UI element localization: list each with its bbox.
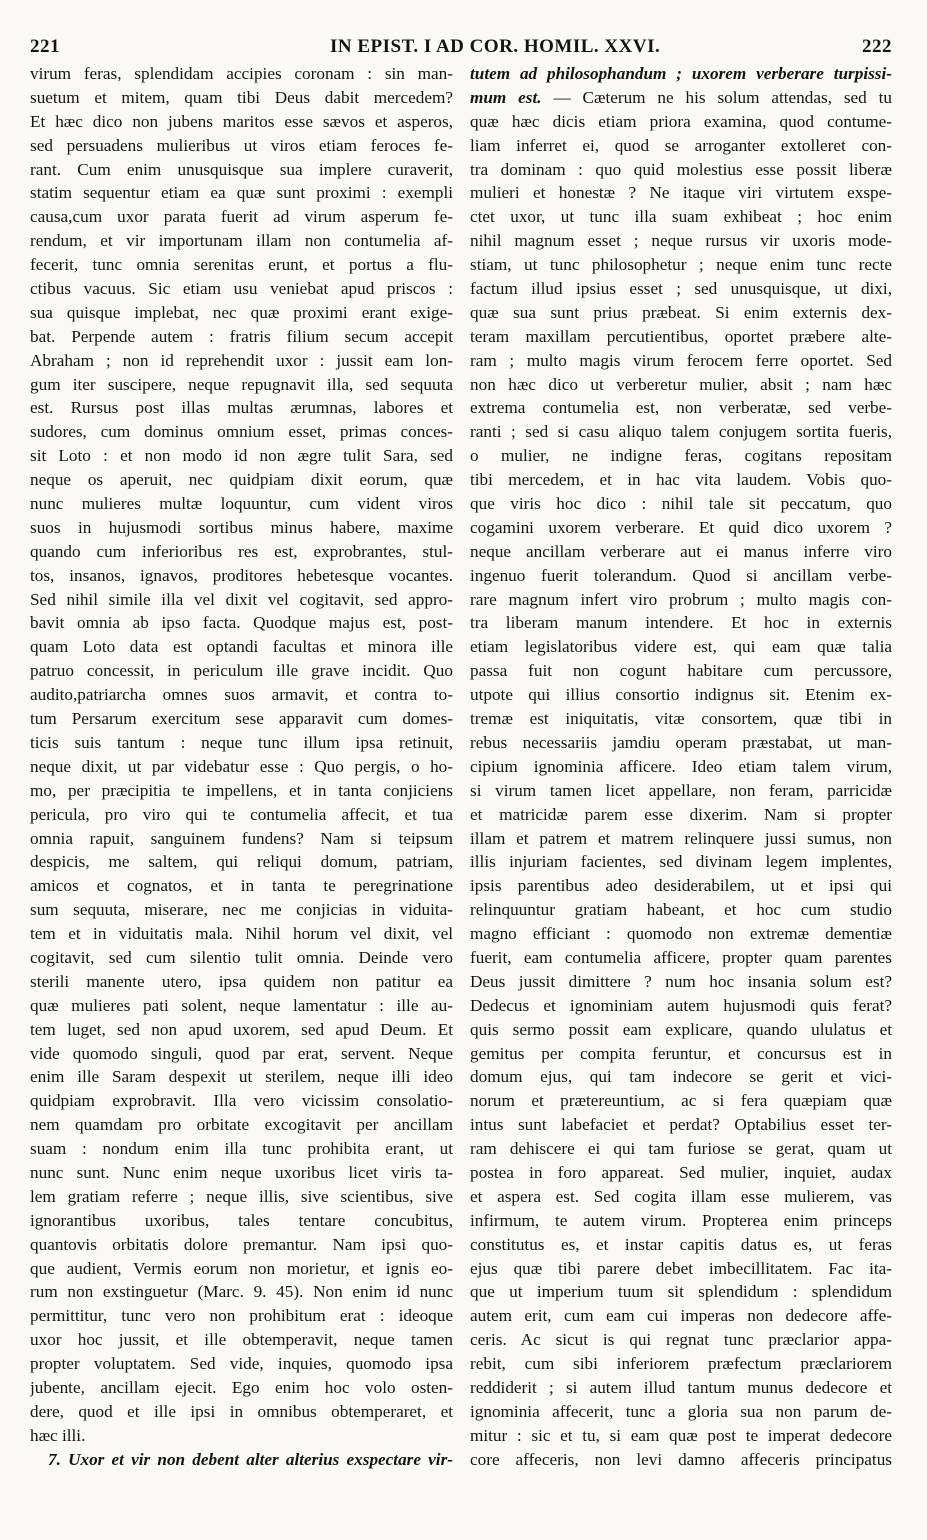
text-line: hæc illi. <box>30 1425 86 1445</box>
text-line: illis injuriam facientes, sed divinam legem implentes, <box>470 852 892 872</box>
text-line: que ut imperium tuum sit splendidum : splendidum <box>470 1282 892 1302</box>
text-line: teram maxillam percutientibus, oportet præbere alte- <box>470 326 892 346</box>
page-number-left: 221 <box>30 36 60 57</box>
text-line: cogamini uxorem verberare. Et quid dico uxorem ? <box>470 517 892 537</box>
text-line: ignominia affecerit, tunc a gloria sua non parum de- <box>470 1401 892 1421</box>
text-line: sudores, cum dominus omnium esset, primas conces- <box>30 422 453 442</box>
text-line: patruo concessit, in periculum ille grave incidit. Quo <box>30 661 453 681</box>
text-line: sit Loto : et non modo id non ægre tulit Sara, sed <box>30 446 453 466</box>
text-line: jubente, ancillam ejecit. Ego enim hoc volo osten- <box>30 1377 453 1397</box>
text-line: tra liberam manum intendere. Et hoc in externis <box>470 613 892 633</box>
text-line: passa fuit non cogunt habitare cum percussore, <box>470 661 892 681</box>
text-line: rendum, et vir importunam illam non contumelia af- <box>30 231 453 251</box>
text-line: non hæc dico ut verberetur mulier, absit ; nam hæc <box>470 374 892 394</box>
text-line: tem luget, sed non apud uxorem, sed apud Deum. Et <box>30 1019 453 1039</box>
text-line: ctet uxor, ut tunc illa suam exhibeat ; hoc enim <box>470 207 892 227</box>
text-line: despicis, me saltem, qui reliqui domum, patriam, <box>30 852 453 872</box>
text-line: et matricidæ parem esse dixerim. Nam si propter <box>470 804 892 824</box>
text-line: cogitavit, sed cum silentio tulit omnia. Deinde vero <box>30 947 453 967</box>
text-line: Dedecus et ignominiam autem hujusmodi quis ferat? <box>470 995 892 1015</box>
text-line: infirmum, te autem virum. Propterea enim princeps <box>470 1210 892 1230</box>
text-line: quantovis orbitatis dolore premantur. Nam ipsi quo- <box>30 1234 453 1254</box>
text-line: ingenuo fuerit tolerandum. Quod si ancillam verbe- <box>470 565 892 585</box>
text-line: core affeceris, non levi damno affeceris principatus <box>470 1449 892 1469</box>
text-line: intus sunt labefaciet et perdat? Optabilius esset ter- <box>470 1115 892 1135</box>
text-line: rebit, cum sibi inferiorem præfectum præclariorem <box>470 1354 892 1374</box>
text-line: quæ sua sunt prius præbeat. Si enim externis dex- <box>470 302 892 322</box>
text-line: ranti ; sed si casu aliquo talem conjugem sortita fueris, <box>470 422 892 442</box>
text-line: nem quamdam pro orbitate excogitavit per ancillam <box>30 1115 453 1135</box>
text-line: que viris hoc dico : nihil tale sit peccatum, quo <box>470 494 892 514</box>
text-line: tum Persarum exercitum sese apparavit cum domes- <box>30 709 453 729</box>
text-line: sua quisque implebat, nec quæ proximi erant exige- <box>30 302 453 322</box>
text-line: tremæ est iniquitatis, vitæ consortem, quæ tibi in <box>470 709 892 729</box>
text-line: gemitus per compita feruntur, et concursus est in <box>470 1043 892 1063</box>
text-line: enim ille Saram despexit ut sterilem, neque illi ideo <box>30 1067 453 1087</box>
page-number-right: 222 <box>862 36 892 57</box>
page-header <box>30 30 892 60</box>
text-line: est. Rursus post illas multas ærumnas, labores et <box>30 398 453 418</box>
text-line: uxor hoc jussit, et ille obtemperavit, neque tamen <box>30 1330 453 1350</box>
text-line: neque ancillam verberare aut ei manus inferre viro <box>470 541 892 561</box>
text-line: norum et prætereuntium, ac si fera quæpiam quæ <box>470 1091 892 1111</box>
text-line: utpote qui illius consortio indignus sit. Etenim ex- <box>470 685 892 705</box>
text-line: sterili manente utero, ipsa quidem non patitur ea <box>30 971 453 991</box>
text-line: ram ; multo magis virum ferocem ferre oportet. Sed <box>470 350 892 370</box>
text-line: mo, per præcipitia te impellens, et in tanta conjiciens <box>30 780 453 800</box>
text-line: extrema contumelia est, non verberatæ, sed verbe- <box>470 398 892 418</box>
text-line: omnia rapuit, sanguinem fundens? Nam si teipsum <box>30 828 453 848</box>
right-text-column <box>470 62 892 1472</box>
text-line: bat. Perpende autem : fratris filium secum accepit <box>30 326 453 346</box>
left-text-column <box>30 62 453 1472</box>
text-line: dere, quod et ille ipsi in omnibus obtemperaret, et <box>30 1401 453 1421</box>
text-line: suetum et mitem, quam tibi Deus dabit mercedem? <box>30 87 453 107</box>
text-line: nunc sunt. Nunc enim neque uxoribus licet viris ta- <box>30 1162 453 1182</box>
text-line: lem gratiam referre ; neque illis, sive scientibus, sive <box>30 1186 453 1206</box>
text-line: sum sequuta, miserare, nec me conjicias in viduita- <box>30 900 453 920</box>
text-line: tos, insanos, ignavos, proditores hebetesque vocantes. <box>30 565 453 585</box>
text-line: o mulier, ne indigne feras, cogitans repositam <box>470 446 892 466</box>
text-line: ctibus vacuus. Sic etiam usu veniebat apud priscos : <box>30 279 453 299</box>
text-line: pericula, pro viro qui te contumelia affecit, et tua <box>30 804 453 824</box>
text-line: ignorantibus uxoribus, tales tentare concubitus, <box>30 1210 453 1230</box>
text-line: quæ mulieres pati solent, neque lamentatur : ille au- <box>30 995 453 1015</box>
text-line: tra dominam : quo quid molestius esse possit liberæ <box>470 159 892 179</box>
text-line: neque os aperuit, nec quidpiam dixit eorum, quæ <box>30 470 453 490</box>
section-heading-continued: tutem ad philosophandum ; uxorem verberare turpissi- <box>470 64 892 83</box>
text-line: fecerit, tunc omnia serenitas erunt, et portus a flu- <box>30 255 453 275</box>
text-line: audito,patriarcha omnes suos armavit, et contra to- <box>30 685 453 705</box>
text-line: ipsis parentibus adeo desiderabilem, ut et ipsi qui <box>470 876 892 896</box>
text-line: ticis suis tantum : neque tunc illum ipsa retinuit, <box>30 732 453 752</box>
text-line: nihil magnum esset ; neque rursus vir uxoris mode- <box>470 231 892 251</box>
text-line: Sed nihil simile illa vel dixit vel cogitavit, sed appro- <box>30 589 453 609</box>
text-line: neque dixit, ut par videbatur esse : Quo pergis, o ho- <box>30 756 453 776</box>
text-line: gum iter suscipere, neque repugnavit illa, sed sequuta <box>30 374 453 394</box>
text-line: nunc mulieres multæ loquuntur, cum vident viros <box>30 494 453 514</box>
text-line: fuerit, eam contumelia afficere, propter quam parentes <box>470 947 892 967</box>
text-line: tibi mercedem, et in hac vita laudem. Vobis quo- <box>470 470 892 490</box>
text-line: amicos et cognatos, et in tanta te peregrinatione <box>30 876 453 896</box>
text-line: ram dehiscere ei qui tam furiose se gerat, quam ut <box>470 1139 892 1159</box>
text-line: rant. Cum enim unusquisque sua implere curaverit, <box>30 159 453 179</box>
text-line: virum feras, splendidam accipies coronam : sin man- <box>30 64 453 83</box>
text-line: relinquuntur gratiam habeant, et hoc cum studio <box>470 900 892 920</box>
text-line: illam et patrem et matrem relinquere jussi sumus, non <box>470 828 892 848</box>
section-heading-end: mum est. <box>470 87 542 107</box>
text-line: mitur : sic et tu, si eam quæ post te imperat dedecore <box>470 1425 892 1445</box>
text-line: domum ejus, qui tam indecore se gerit et vici- <box>470 1067 892 1087</box>
text-line <box>470 86 892 110</box>
text-line: ceris. Ac sicut is qui regnat tunc præclarior appa- <box>470 1330 892 1350</box>
running-title: IN EPIST. I AD COR. HOMIL. XXVI. <box>330 36 661 57</box>
text-line: quando cum inferioribus res est, exprobrantes, stul- <box>30 541 453 561</box>
section-heading: 7. Uxor et vir non debent alter alterius exspectare vir- <box>48 1449 453 1469</box>
text-line: rare magnum infert viro probrum ; multo magis con- <box>470 589 892 609</box>
text-line: etiam legislatoribus videre est, qui eam quæ talia <box>470 637 892 657</box>
text-line: autem erit, cum eam cui imperas non dedecore affe- <box>470 1306 892 1326</box>
text-line: quam Loto data est optandi facultas et minora ille <box>30 637 453 657</box>
text-line: stiam, ut tunc philosophetur ; neque enim tunc recte <box>470 255 892 275</box>
text-line: quis sermo possit eam explicare, quando ululatus et <box>470 1019 892 1039</box>
text-line: permittitur, tunc vero non prohibitum erat : ideoque <box>30 1306 453 1326</box>
text-line: mulieri et honestæ ? Ne itaque viri virtutem exspe- <box>470 183 892 203</box>
text-line: magno efficiant : quomodo non extremæ dementiæ <box>470 924 892 944</box>
text-line: et aspera est. Sed cogita illam esse mulierem, vas <box>470 1186 892 1206</box>
text-line: bavit omnia ab ipso facta. Quodque majus est, post- <box>30 613 453 633</box>
text-line: cipium ignominia afficere. Ideo etiam talem virum, <box>470 756 892 776</box>
text-line: suam : nondum enim illa tunc prohibita erant, ut <box>30 1139 453 1159</box>
text-line: que audient, Vermis eorum non morietur, et ignis eo- <box>30 1258 453 1278</box>
text-line: suos in hujusmodi sortibus minus habere, maxime <box>30 517 453 537</box>
text-line: Abraham ; non id reprehendit uxor : jussit eam lon- <box>30 350 453 370</box>
text-line: rebus necessariis jamdiu operam præstabat, ut man- <box>470 732 892 752</box>
text-line: rum non exstinguetur (Marc. 9. 45). Non enim id nunc <box>30 1282 453 1302</box>
text-line: Et hæc dico non jubens maritos esse sævos et asperos, <box>30 111 453 131</box>
text-line: tem et in viduitatis mala. Nihil horum vel dixit, vel <box>30 924 453 944</box>
text-line: quidpiam exprobravit. Illa vero vicissim consolatio- <box>30 1091 453 1111</box>
text-line: ejus quæ tibi parere debet imbecillitatem. Fac ita- <box>470 1258 892 1278</box>
text-line: statim sequentur etiam ea quæ sunt proximi : exempli <box>30 183 453 203</box>
text-line: quæ hæc dicis etiam priora examina, quod contume- <box>470 111 892 131</box>
text-line: liam inferret ei, quod se arroganter extolleret con- <box>470 135 892 155</box>
text-line: postea in foro appareat. Sed mulier, inquiet, audax <box>470 1162 892 1182</box>
text-line: sed persuadens mulieribus ut viros etiam feroces fe- <box>30 135 453 155</box>
text-fragment: — Cæterum ne his solum attendas, sed tu <box>553 87 892 107</box>
text-line: propter voluptatem. Sed vide, inquies, quomodo ipsa <box>30 1354 453 1374</box>
text-line: vide quomodo singuli, quod par erat, servent. Neque <box>30 1043 453 1063</box>
text-line: reddiderit ; si autem illud tantum munus dedecore et <box>470 1377 892 1397</box>
text-line: constitutus es, et instar capitis datus es, ut feras <box>470 1234 892 1254</box>
text-line: causa,cum uxor parata fuerit ad virum asperum fe- <box>30 207 453 227</box>
text-line: factum illud ipsius esset ; sed unusquisque, ut dixi, <box>470 279 892 299</box>
text-line: Deus jussit dimittere ? num hoc insania solum est? <box>470 971 892 991</box>
text-line: si virum tamen licet appellare, non feram, parricidæ <box>470 780 892 800</box>
